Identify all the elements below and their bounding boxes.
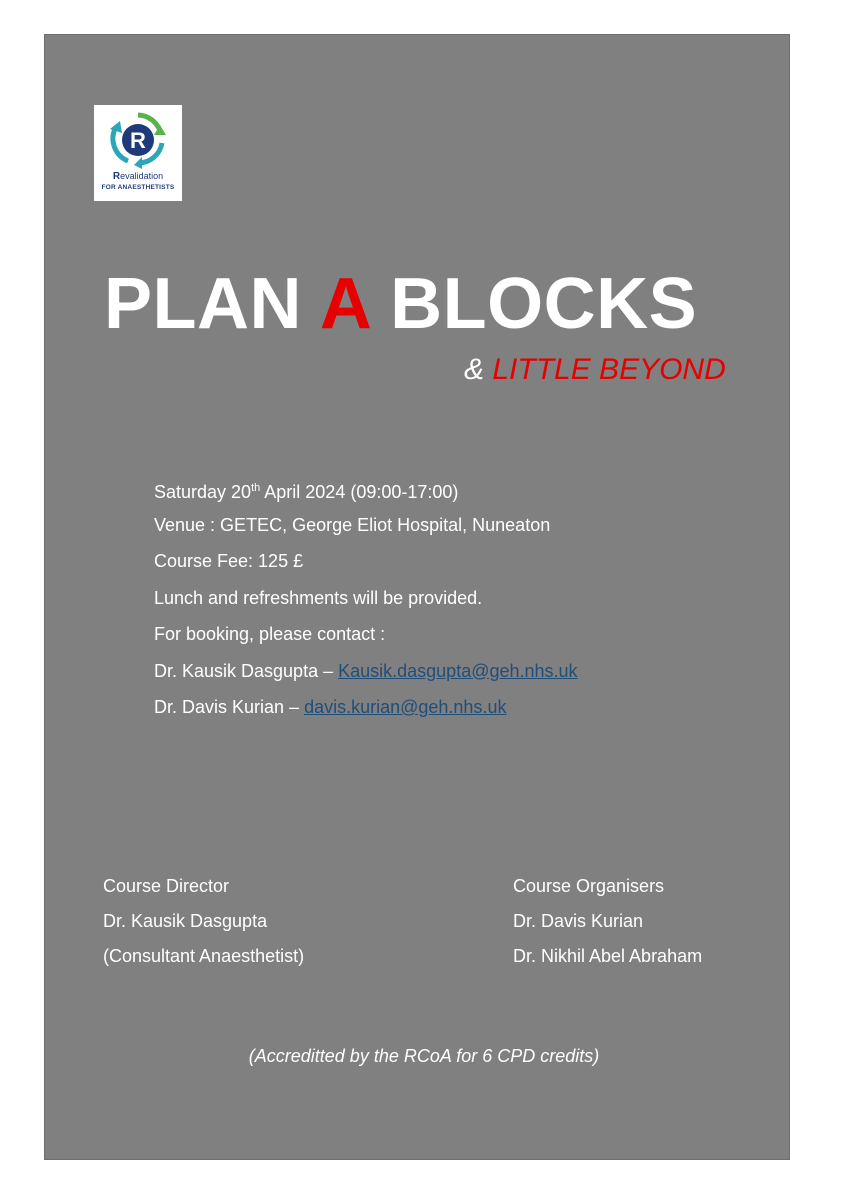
event-date-sup: th [251,482,261,494]
event-venue: Venue : GETEC, George Eliot Hospital, Nuneaton [154,514,551,535]
logo-line-1-initial: R [112,171,121,182]
organiser-name: Dr. Davis Kurian [513,911,644,931]
recycle-arrows-icon [94,105,182,175]
contact-email-link[interactable]: Kausik.dasgupta@geh.nhs.uk [338,660,578,681]
subtitle-text: LITTLE BEYOND [492,353,726,386]
contact-email-link[interactable]: davis.kurian@geh.nhs.uk [304,697,507,717]
event-booking: For booking, please contact : [154,624,386,644]
title-part-1: PLAN [104,264,320,344]
course-director-block [103,874,304,979]
director-role: (Consultant Anaesthetist) [103,946,305,966]
revalidation-logo [94,105,182,201]
logo-line-2: FOR ANAESTHETISTS [101,184,175,191]
title-highlight: A [319,264,370,344]
event-lunch: Lunch and refreshments will be provided. [154,587,483,608]
contact-name: Dr. Davis Kurian – [154,697,305,717]
subtitle-ampersand: & [464,353,493,386]
logo-letter: R [130,128,146,153]
event-fee: Course Fee: 125 £ [154,551,304,571]
contact-row [154,695,578,732]
page-subtitle [464,355,726,385]
event-date-prefix: Saturday 20 [154,482,252,502]
director-heading: Course Director [103,876,230,896]
organisers-heading: Course Organisers [513,876,665,896]
course-organisers-block [513,874,702,979]
contact-name: Dr. Kausik Dasgupta – [154,660,339,681]
accreditation-note: (Accreditted by the RCoA for 6 CPD credits) [248,1046,600,1066]
logo-line-1 [94,171,182,182]
director-name: Dr. Kausik Dasgupta [103,911,268,931]
logo-line-1-rest: evalidation [120,171,164,181]
page-title [104,264,698,344]
title-part-2: BLOCKS [369,264,698,344]
event-date-suffix: April 2024 (09:00-17:00) [260,482,459,502]
organiser-name: Dr. Nikhil Abel Abraham [513,946,703,966]
event-details [154,476,578,732]
contact-row [154,659,578,696]
event-date [154,476,578,513]
